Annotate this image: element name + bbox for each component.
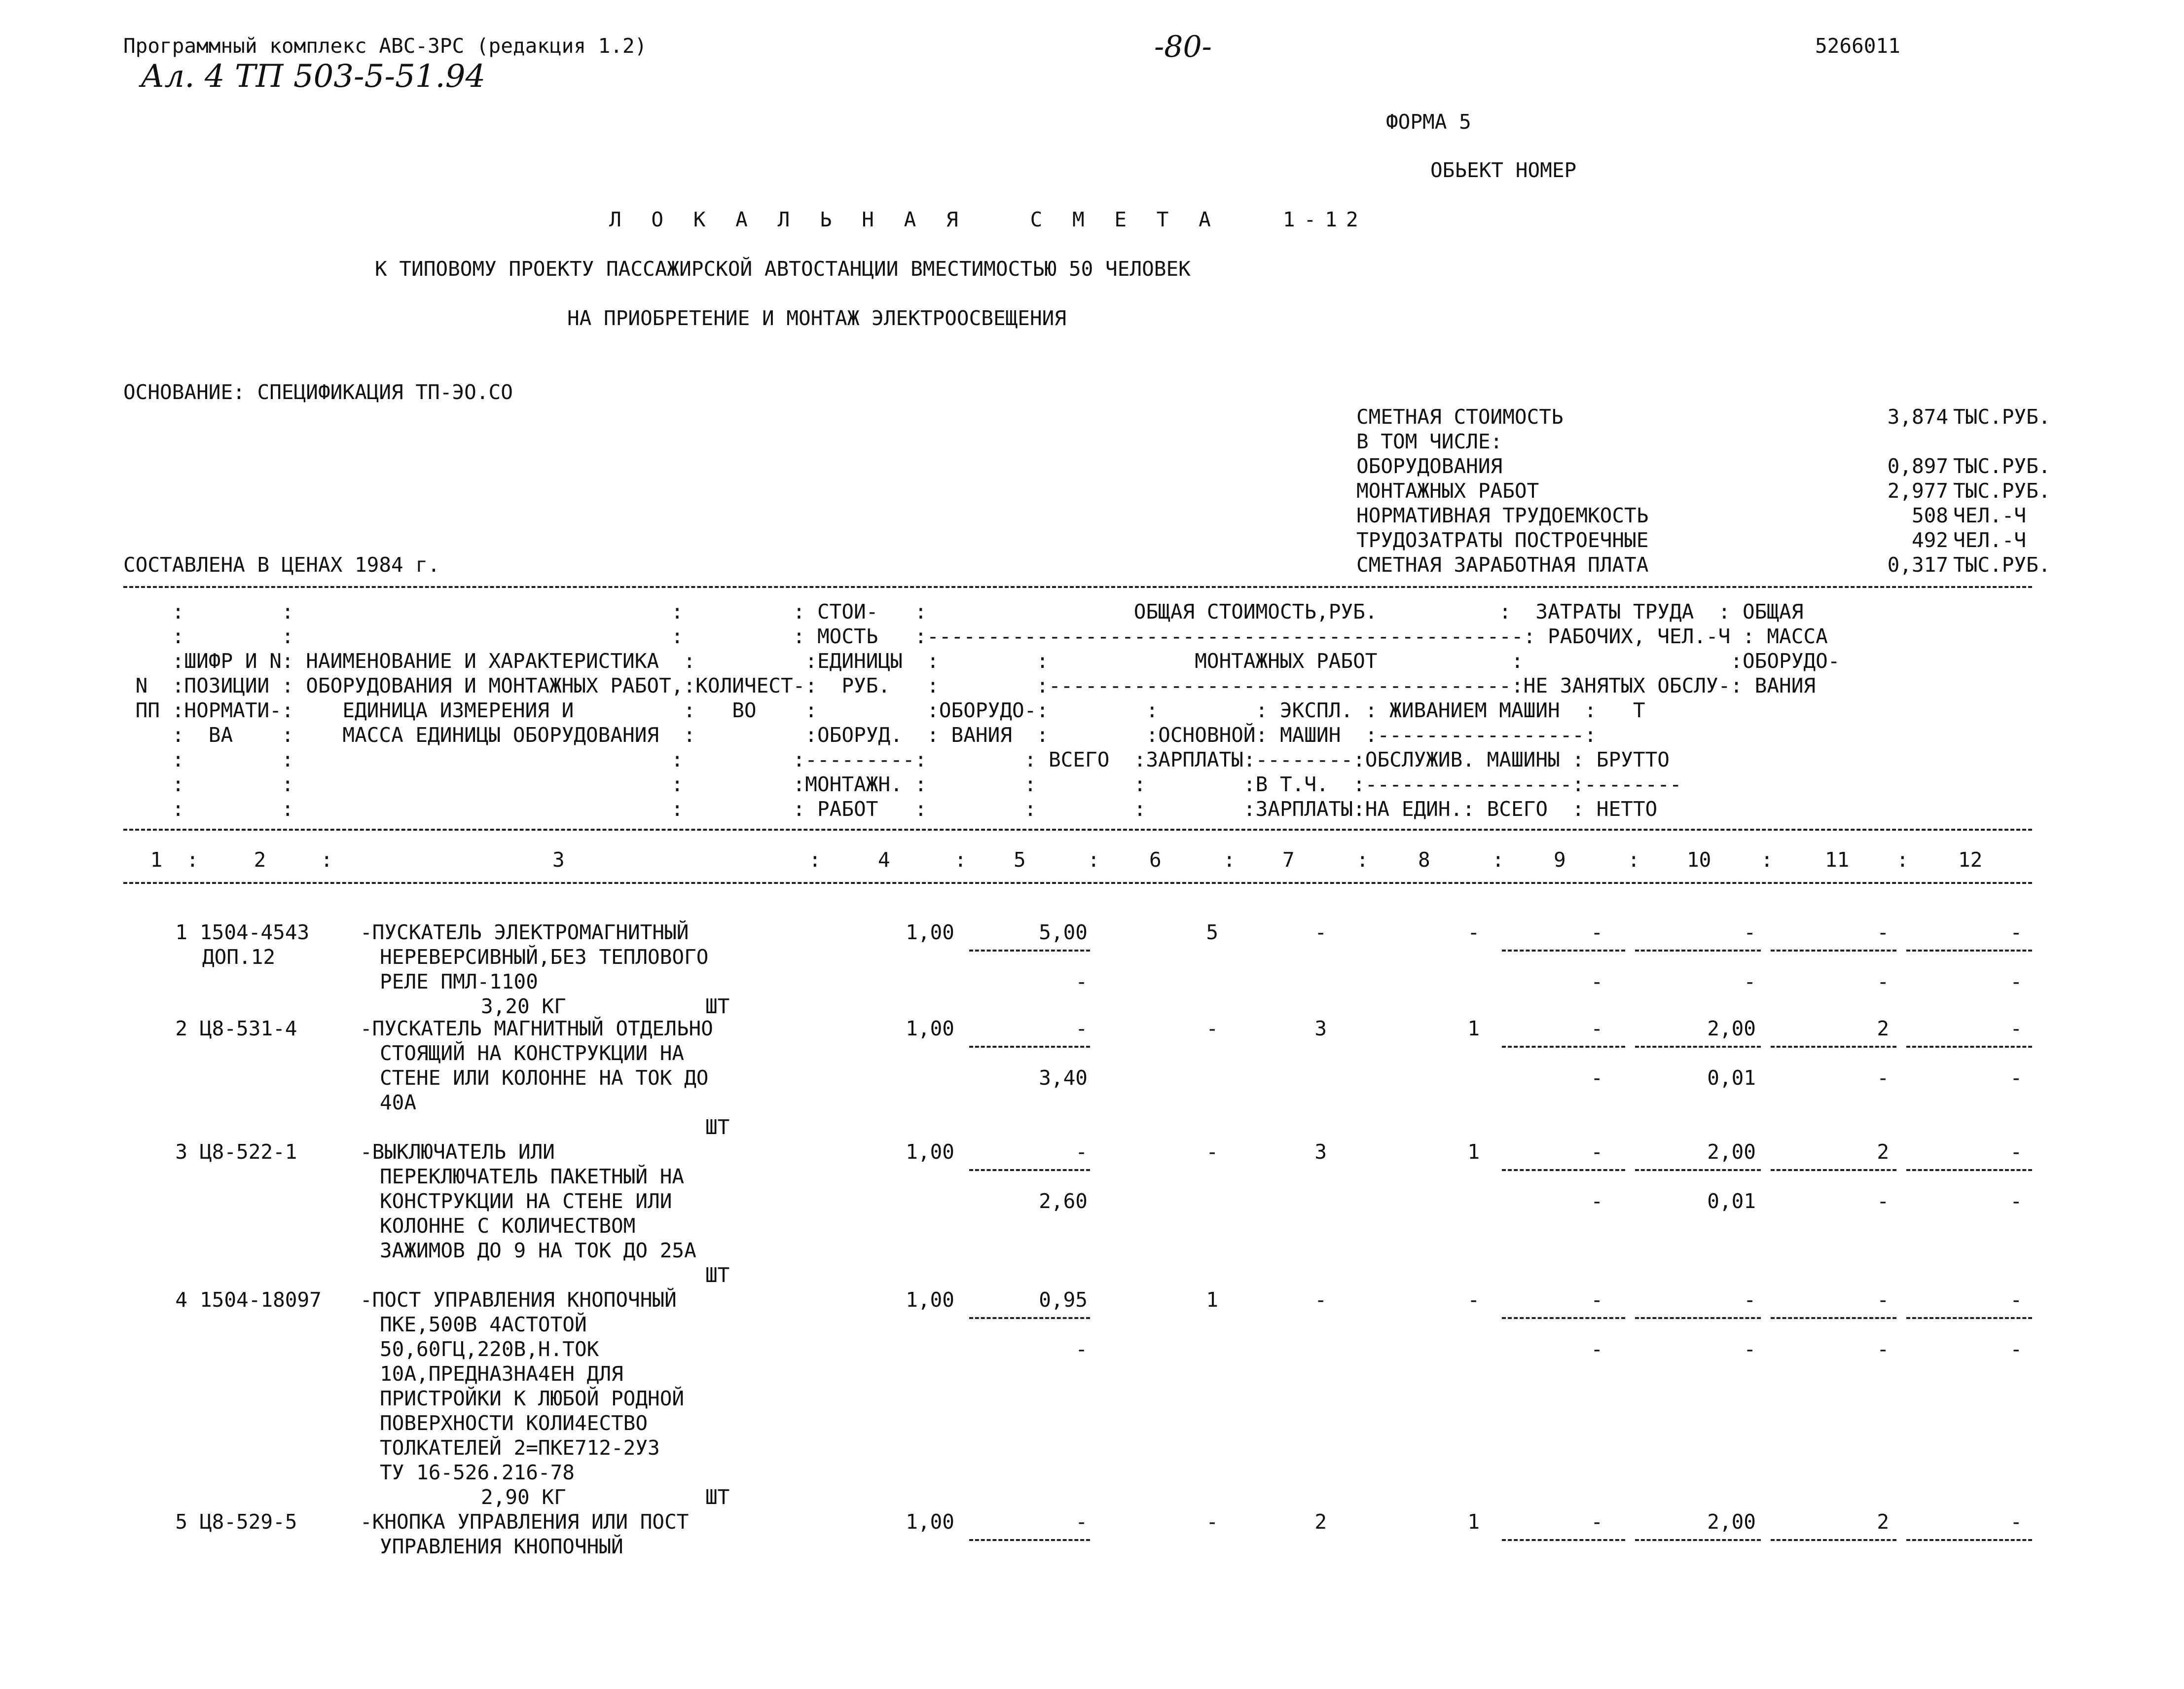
row-code-extra: ДОП.12	[202, 945, 276, 969]
table-header-line: : ВА : МАССА ЕДИНИЦЫ ОБОРУДОВАНИЯ : :ОБОРУД. : ВАНИЯ : :ОСНОВНОЙ: МАШИН :-----------------:	[123, 723, 1597, 747]
row-mass-net: -	[2010, 970, 2022, 993]
row-labor-total: 2	[1877, 1510, 1889, 1534]
cell-divider	[1906, 1046, 2032, 1048]
handwritten-note: Ал. 4 ТП 503-5-51.94	[141, 58, 486, 95]
row-description-line: ТУ 16-526.216-78	[380, 1461, 575, 1484]
row-description-line: -КНОПКА УПРАВЛЕНИЯ ИЛИ ПОСТ	[360, 1510, 689, 1534]
row-mass-gross: -	[2010, 1017, 2022, 1040]
summary-value: 508	[1911, 504, 1948, 527]
cell-divider	[1771, 1317, 1896, 1319]
basis-line: ОСНОВАНИЕ: СПЕЦИФИКАЦИЯ ТП-ЭО.СО	[123, 380, 513, 404]
row-description-line: ПРИСТРОЙКИ К ЛЮБОЙ РОДНОЙ	[380, 1387, 685, 1410]
row-labor-unit: 2,00	[1707, 1510, 1756, 1534]
cell-divider	[1502, 1539, 1625, 1541]
row-labor-unit: -	[1744, 920, 1756, 944]
cell-divider	[969, 1317, 1090, 1319]
row-installation-unit-cost: 3,40	[1039, 1066, 1088, 1090]
row-number: 1	[175, 920, 187, 944]
row-equipment-total: -	[1206, 1140, 1218, 1164]
row-unit: ШТ	[705, 1115, 730, 1139]
row-description-line: ПОВЕРХНОСТИ КОЛИ4ЕСТВО	[380, 1411, 648, 1435]
row-machine-operation: -	[1591, 1017, 1603, 1040]
row-mass: 3,20 КГ	[481, 994, 566, 1018]
table-header-line: : : : : СТОИ- : ОБЩАЯ СТОИМОСТЬ,РУБ. : ЗАТРАТЫ ТРУДА : ОБЩАЯ	[123, 600, 1804, 624]
column-number: 3	[552, 848, 565, 872]
summary-label: МОНТАЖНЫХ РАБОТ	[1356, 479, 1539, 503]
cell-divider	[1502, 1046, 1625, 1048]
column-number: 2	[242, 848, 279, 872]
column-number: 6	[1149, 848, 1162, 872]
table-top-rule	[123, 586, 2032, 588]
row-installation-unit-cost: 2,60	[1039, 1189, 1088, 1213]
row-description-line: СТОЯЩИЙ НА КОНСТРУКЦИИ НА	[380, 1041, 685, 1065]
row-equipment-unit-cost: -	[1075, 1017, 1088, 1040]
column-separator: :	[1088, 848, 1100, 872]
summary-value: 0,897	[1887, 454, 1948, 478]
row-unit: ШТ	[705, 994, 730, 1018]
row-equipment-unit-cost: -	[1075, 1140, 1088, 1164]
row-quantity: 1,00	[906, 1140, 954, 1164]
table-header-line: N :ПОЗИЦИИ : ОБОРУДОВАНИЯ И МОНТАЖНЫХ РАБОТ,:КОЛИЧЕСТ-: РУБ. : :--------------------------------------:НЕ ЗАНЯТЫХ ОБСЛУ-: ВАНИЯ	[123, 674, 1816, 698]
row-machine-labor-total: -	[1877, 1337, 1889, 1361]
form-label: ФОРМА 5	[1386, 110, 1471, 134]
row-labor-unit: 2,00	[1707, 1017, 1756, 1040]
summary-unit: ЧЕЛ.-Ч	[1953, 528, 2027, 552]
table-header-line: : : : : РАБОТ : : : :ЗАРПЛАТЫ:НА ЕДИН.: ВСЕГО : НЕТТО	[123, 797, 1658, 821]
column-number: 7	[1282, 848, 1295, 872]
row-mass-net: -	[2010, 1066, 2022, 1090]
column-separator: :	[321, 848, 333, 872]
row-mass-net: -	[2010, 1189, 2022, 1213]
cell-divider	[1502, 1317, 1625, 1319]
row-machine-salary: -	[1591, 1066, 1603, 1090]
summary-value: 0,317	[1887, 553, 1948, 577]
column-separator: :	[1761, 848, 1773, 872]
object-number: ОБЬЕКТ НОМЕР	[1430, 158, 1577, 182]
row-unit: ШТ	[705, 1263, 730, 1287]
row-installation-total: -	[1314, 920, 1327, 944]
column-number: 11	[1825, 848, 1850, 872]
row-machine-operation: -	[1591, 1288, 1603, 1312]
row-description-line: ПЕРЕКЛЮЧАТЕЛЬ ПАКЕТНЫЙ НА	[380, 1165, 685, 1188]
table-columns-rule	[123, 882, 2032, 884]
column-number: 12	[1958, 848, 1983, 872]
row-labor-total: -	[1877, 920, 1889, 944]
row-machine-labor-unit: 0,01	[1707, 1189, 1756, 1213]
row-quantity: 1,00	[906, 1017, 954, 1040]
row-code: Ц8-522-1	[200, 1140, 297, 1164]
cell-divider	[1771, 1539, 1896, 1541]
column-number: 1	[138, 848, 175, 872]
row-installation-total: 3	[1314, 1140, 1327, 1164]
row-description-line: УПРАВЛЕНИЯ КНОПОЧНЫЙ	[380, 1535, 623, 1558]
summary-unit: ТЫС.РУБ.	[1953, 405, 2051, 429]
row-equipment-unit-cost: 5,00	[1039, 920, 1088, 944]
row-quantity: 1,00	[906, 920, 954, 944]
row-number: 5	[175, 1510, 187, 1534]
table-header-line: :ШИФР И N: НАИМЕНОВАНИЕ И ХАРАКТЕРИСТИКА : :ЕДИНИЦЫ : : МОНТАЖНЫХ РАБОТ : :ОБОРУДО-	[123, 649, 1840, 673]
summary-value: 2,977	[1887, 479, 1948, 503]
cell-divider	[1771, 1046, 1896, 1048]
cell-divider	[969, 1169, 1090, 1171]
cell-divider	[1771, 950, 1896, 952]
summary-unit: ЧЕЛ.-Ч	[1953, 504, 2027, 527]
row-description-line: -ПОСТ УПРАВЛЕНИЯ КНОПОЧНЫЙ	[360, 1288, 677, 1312]
column-number: 9	[1554, 848, 1566, 872]
row-installation-unit-cost: -	[1075, 1337, 1088, 1361]
row-machine-salary: -	[1591, 1189, 1603, 1213]
summary-label: В ТОМ ЧИСЛЕ:	[1356, 430, 1503, 453]
row-mass-gross: -	[2010, 1288, 2022, 1312]
row-description-line: 50,60ГЦ,220В,Н.ТОК	[380, 1337, 599, 1361]
row-description-line: 40А	[380, 1091, 417, 1114]
row-number: 4	[175, 1288, 187, 1312]
cell-divider	[1906, 1317, 2032, 1319]
summary-unit: ТЫС.РУБ.	[1953, 553, 2051, 577]
row-description-line: ПКЕ,500В 4АСТОТОЙ	[380, 1313, 587, 1336]
table-header-line: : : : :---------: : ВСЕГО :ЗАРПЛАТЫ:--------:ОБСЛУЖИВ. МАШИНЫ : БРУТТО	[123, 748, 1670, 771]
program-name: Программный комплекс АВС-3РС (редакция 1.2)	[123, 34, 647, 58]
row-equipment-total: 5	[1206, 920, 1218, 944]
row-number: 3	[175, 1140, 187, 1164]
row-description-line: КОЛОННЕ С КОЛИЧЕСТВОМ	[380, 1214, 636, 1238]
prices-line: СОСТАВЛЕНА В ЦЕНАХ 1984 г.	[123, 553, 440, 577]
table-header-line: : : : : МОСТЬ :-------------------------------------------------: РАБОЧИХ, ЧЕЛ.-Ч : МАССА	[123, 624, 1828, 648]
cell-divider	[1502, 1169, 1625, 1171]
row-labor-total: 2	[1877, 1017, 1889, 1040]
row-installation-total: 2	[1314, 1510, 1327, 1534]
row-base-salary: 1	[1467, 1017, 1480, 1040]
row-installation-total: -	[1314, 1288, 1327, 1312]
summary-value: 492	[1911, 528, 1948, 552]
row-equipment-unit-cost: -	[1075, 1510, 1088, 1534]
column-separator: :	[1896, 848, 1909, 872]
document-title: Л О К А Л Ь Н А Я С М Е Т А 1-12	[609, 208, 1367, 231]
row-code: Ц8-529-5	[200, 1510, 297, 1534]
row-machine-labor-total: -	[1877, 970, 1889, 993]
cell-divider	[969, 1046, 1090, 1048]
cell-divider	[1635, 1046, 1761, 1048]
cell-divider	[1635, 1539, 1761, 1541]
summary-label: ОБОРУДОВАНИЯ	[1356, 454, 1503, 478]
row-base-salary: -	[1467, 920, 1480, 944]
summary-value: 3,874	[1887, 405, 1948, 429]
row-code: 1504-4543	[200, 920, 310, 944]
document-subtitle-1: К ТИПОВОМУ ПРОЕКТУ ПАССАЖИРСКОЙ АВТОСТАНЦИИ ВМЕСТИМОСТЬЮ 50 ЧЕЛОВЕК	[375, 257, 1191, 281]
column-separator: :	[1492, 848, 1504, 872]
cell-divider	[969, 950, 1090, 952]
row-mass: 2,90 КГ	[481, 1485, 566, 1509]
row-labor-total: 2	[1877, 1140, 1889, 1164]
cell-divider	[1906, 1169, 2032, 1171]
row-description-line: -ПУСКАТЕЛЬ МАГНИТНЫЙ ОТДЕЛЬНО	[360, 1017, 713, 1040]
column-separator: :	[954, 848, 967, 872]
document-number: 5266011	[1815, 34, 1900, 58]
row-description-line: ТОЛКАТЕЛЕЙ 2=ПКЕ712-2У3	[380, 1436, 660, 1460]
document-subtitle-2: НА ПРИОБРЕТЕНИЕ И МОНТАЖ ЭЛЕКТРООСВЕЩЕНИЯ	[567, 306, 1067, 330]
page-number: -80-	[1154, 30, 1212, 64]
row-description-line: НЕРЕВЕРСИВНЫЙ,БЕЗ ТЕПЛОВОГО	[380, 945, 709, 969]
row-machine-labor-total: -	[1877, 1189, 1889, 1213]
row-description-line: СТЕНЕ ИЛИ КОЛОННЕ НА ТОК ДО	[380, 1066, 709, 1090]
cell-divider	[1502, 950, 1625, 952]
row-machine-labor-unit: -	[1744, 970, 1756, 993]
column-number: 10	[1687, 848, 1711, 872]
summary-label: СМЕТНАЯ СТОИМОСТЬ	[1356, 405, 1564, 429]
row-mass-gross: -	[2010, 1510, 2022, 1534]
column-number: 5	[1014, 848, 1026, 872]
cell-divider	[1771, 1169, 1896, 1171]
row-equipment-total: -	[1206, 1510, 1218, 1534]
summary-unit: ТЫС.РУБ.	[1953, 454, 2051, 478]
row-equipment-unit-cost: 0,95	[1039, 1288, 1088, 1312]
row-equipment-total: -	[1206, 1017, 1218, 1040]
table-header-line: ПП :НОРМАТИ-: ЕДИНИЦА ИЗМЕРЕНИЯ И : ВО : :ОБОРУДО-: : : ЭКСПЛ. : ЖИВАНИЕМ МАШИН : Т	[123, 698, 1645, 722]
row-mass-net: -	[2010, 1337, 2022, 1361]
summary-label: НОРМАТИВНАЯ ТРУДОЕМКОСТЬ	[1356, 504, 1649, 527]
cell-divider	[1635, 950, 1761, 952]
row-equipment-total: 1	[1206, 1288, 1218, 1312]
column-number: 8	[1418, 848, 1430, 872]
row-unit: ШТ	[705, 1485, 730, 1509]
row-mass-gross: -	[2010, 920, 2022, 944]
row-machine-operation: -	[1591, 1140, 1603, 1164]
row-description-line: КОНСТРУКЦИИ НА СТЕНЕ ИЛИ	[380, 1189, 672, 1213]
cell-divider	[1635, 1169, 1761, 1171]
row-base-salary: -	[1467, 1288, 1480, 1312]
table-header-rule	[123, 829, 2032, 831]
row-description-line: -ПУСКАТЕЛЬ ЭЛЕКТРОМАГНИТНЫЙ	[360, 920, 689, 944]
row-quantity: 1,00	[906, 1288, 954, 1312]
row-machine-salary: -	[1591, 970, 1603, 993]
row-base-salary: 1	[1467, 1510, 1480, 1534]
row-installation-unit-cost: -	[1075, 970, 1088, 993]
column-separator: :	[1628, 848, 1640, 872]
column-separator: :	[809, 848, 821, 872]
row-mass-gross: -	[2010, 1140, 2022, 1164]
row-machine-labor-total: -	[1877, 1066, 1889, 1090]
row-description-line: -ВЫКЛЮЧАТЕЛЬ ИЛИ	[360, 1140, 555, 1164]
column-separator: :	[1356, 848, 1369, 872]
cell-divider	[1635, 1317, 1761, 1319]
row-description-line: РЕЛЕ ПМЛ-1100	[380, 970, 538, 993]
row-labor-unit: -	[1744, 1288, 1756, 1312]
row-labor-total: -	[1877, 1288, 1889, 1312]
row-code: Ц8-531-4	[200, 1017, 297, 1040]
row-code: 1504-18097	[200, 1288, 322, 1312]
row-labor-unit: 2,00	[1707, 1140, 1756, 1164]
cell-divider	[1906, 950, 2032, 952]
summary-label: СМЕТНАЯ ЗАРАБОТНАЯ ПЛАТА	[1356, 553, 1649, 577]
summary-label: ТРУДОЗАТРАТЫ ПОСТРОЕЧНЫЕ	[1356, 528, 1649, 552]
cell-divider	[969, 1539, 1090, 1541]
row-base-salary: 1	[1467, 1140, 1480, 1164]
row-description-line: 10А,ПРЕДНАЗНА4ЕН ДЛЯ	[380, 1362, 623, 1386]
row-machine-operation: -	[1591, 920, 1603, 944]
row-number: 2	[175, 1017, 187, 1040]
row-quantity: 1,00	[906, 1510, 954, 1534]
row-description-line: ЗАЖИМОВ ДО 9 НА ТОК ДО 25А	[380, 1239, 696, 1262]
column-number: 4	[878, 848, 890, 872]
row-machine-labor-unit: 0,01	[1707, 1066, 1756, 1090]
column-separator: :	[1223, 848, 1236, 872]
summary-unit: ТЫС.РУБ.	[1953, 479, 2051, 503]
table-header-line: : : : :МОНТАЖН. : : : :В Т.Ч. :-----------------:--------	[123, 772, 1682, 796]
row-installation-total: 3	[1314, 1017, 1327, 1040]
column-separator: :	[186, 848, 199, 872]
row-machine-operation: -	[1591, 1510, 1603, 1534]
row-machine-salary: -	[1591, 1337, 1603, 1361]
row-machine-labor-unit: -	[1744, 1337, 1756, 1361]
cell-divider	[1906, 1539, 2032, 1541]
